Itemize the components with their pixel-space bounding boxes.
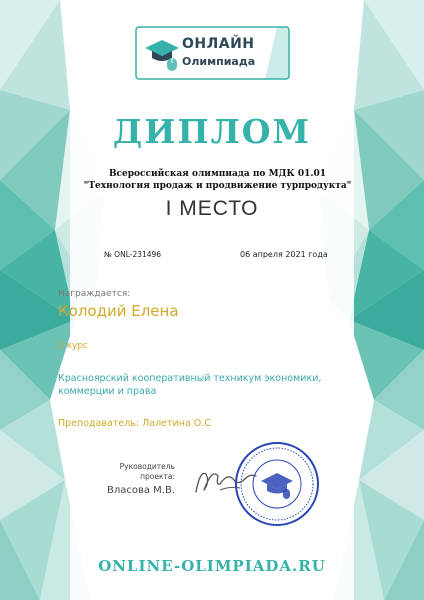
issue-date: 06 апреля 2021 года [240, 250, 328, 259]
official-stamp [234, 441, 320, 527]
logo-title: ОНЛАЙН [182, 36, 255, 52]
olympiad-name: Всероссийская олимпиада по МДК 01.01 "Технология продаж и продвижение турпродукта" [83, 169, 352, 191]
recipient-name: Колодий Елена [58, 302, 179, 320]
institution-name: Красноярский кооперативный техникум экономики, коммерции и права [58, 373, 322, 397]
diploma-number: № ONL-231496 [104, 250, 162, 259]
leader-title: Руководитель проекта: [119, 462, 175, 481]
awarded-label: Награждается: [58, 289, 131, 299]
graduation-cap-mouse-icon [143, 34, 181, 72]
course-label: 2 курс [58, 341, 89, 351]
leader-name: Власова М.В. [106, 485, 175, 496]
place-label: I МЕСТО [165, 197, 259, 220]
logo-subtitle: Олимпиада [182, 55, 256, 68]
footer-url: ONLINE-OLIMPIADA.RU [98, 557, 326, 575]
diploma-title: ДИПЛОМ [112, 112, 312, 151]
logo [135, 26, 290, 80]
teacher-label: Преподаватель: Лалетина О.С [58, 418, 211, 429]
